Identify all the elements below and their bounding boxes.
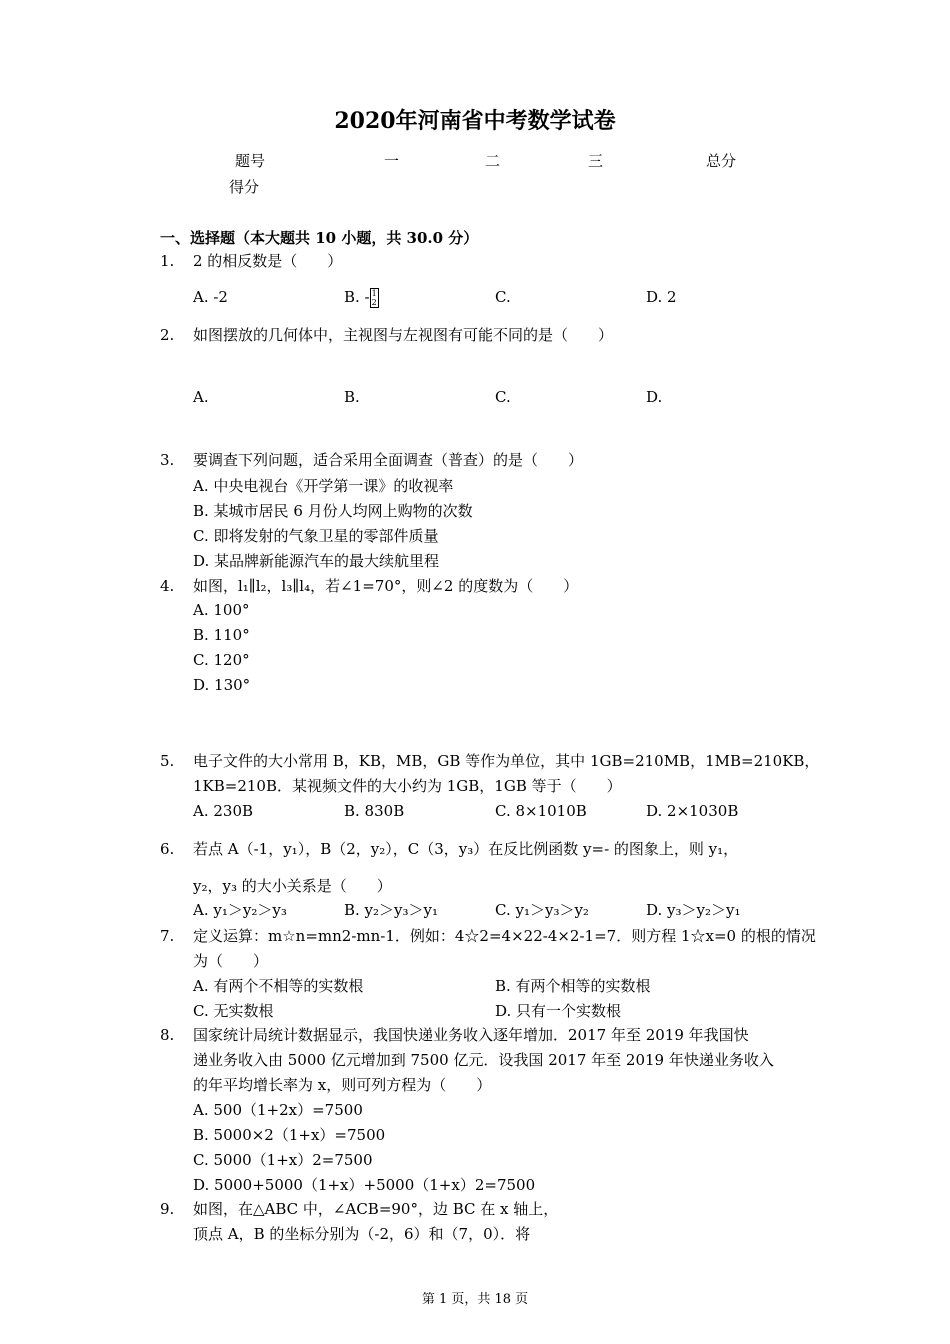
question-stem: 如图，l₁∥l₂，l₃∥l₄，若∠1=70°，则∠2 的度数为（ ） (193, 577, 579, 595)
question-number: 3. (160, 451, 175, 469)
option-c: C. y₁＞y₃＞y₂ (495, 901, 589, 919)
table-header-cell: 一 (384, 152, 400, 170)
option-b: B. y₂＞y₃＞y₁ (344, 901, 439, 919)
question-number: 2. (160, 326, 175, 344)
option-a: A. -2 (193, 288, 228, 306)
option-b: B. 有两个相等的实数根 (495, 977, 651, 995)
question-stem-line: y₂，y₃ 的大小关系是（ ） (193, 877, 392, 895)
option-d: D. y₃＞y₂＞y₁ (646, 901, 741, 919)
option-c: C. 即将发射的气象卫星的零部件质量 (193, 527, 439, 545)
option-d: D. 2 (646, 288, 677, 306)
question-stem: 2 的相反数是（ ） (193, 252, 343, 270)
question-stem: 如图摆放的几何体中，主视图与左视图有可能不同的是（ ） (193, 326, 614, 344)
question-stem-line: 国家统计局统计数据显示，我国快递业务收入逐年增加．2017 年至 2019 年我国快 (193, 1026, 749, 1044)
option-b (344, 287, 379, 308)
option-c: C. 120° (193, 651, 250, 669)
option-c: C. 8×1010B (495, 802, 587, 820)
option-b: B. 830B (344, 802, 405, 820)
table-header-cell: 总分 (706, 152, 737, 170)
question-stem-line: 的年平均增长率为 x，则可列方程为（ ） (193, 1076, 492, 1094)
fraction (370, 288, 379, 308)
question-stem-line: 若点 A（-1，y₁），B（2，y₂），C（3，y₃）在反比例函数 y=- 的图象上，则 y₁， (193, 840, 739, 858)
option-a: A. 230B (193, 802, 254, 820)
question-number: 7. (160, 927, 175, 945)
question-number: 4. (160, 577, 175, 595)
option-c: C. 无实数根 (193, 1002, 274, 1020)
fraction-denominator: 2 (371, 298, 377, 307)
page-footer: 第 1 页，共 18 页 (421, 1292, 529, 1307)
option-a: A. 500（1+2x）=7500 (193, 1101, 363, 1119)
fraction-numerator: 1 (371, 289, 377, 298)
question-stem-line: 顶点 A，B 的坐标分别为（-2，6）和（7，0）．将 (193, 1225, 531, 1243)
question-stem-line: 1KB=210B．某视频文件的大小约为 1GB，1GB 等于（ ） (193, 777, 622, 795)
question-number: 6. (160, 840, 175, 858)
question-number: 9. (160, 1200, 175, 1218)
table-row-label: 得分 (229, 178, 260, 196)
option-a: A. 100° (193, 601, 250, 619)
option-b-prefix: B. - (344, 288, 370, 306)
table-header-cell: 二 (485, 152, 501, 170)
option-b: B. 某城市居民 6 月份人均网上购物的次数 (193, 502, 473, 520)
option-a: A. y₁＞y₂＞y₃ (193, 901, 287, 919)
option-b: B. 110° (193, 626, 250, 644)
question-stem-line: 为（ ） (193, 952, 269, 970)
option-c: C. 5000（1+x）2=7500 (193, 1151, 373, 1169)
option-b: B. 5000×2（1+x）=7500 (193, 1126, 386, 1144)
question-stem: 要调查下列问题，适合采用全面调查（普查）的是（ ） (193, 451, 584, 469)
option-a: A. (193, 388, 209, 406)
option-d: D. 130° (193, 676, 251, 694)
option-b: B. (344, 388, 360, 406)
question-number: 1. (160, 252, 175, 270)
option-a: A. 中央电视台《开学第一课》的收视率 (193, 477, 454, 495)
option-d: D. 只有一个实数根 (495, 1002, 622, 1020)
question-stem-line: 递业务收入由 5000 亿元增加到 7500 亿元．设我国 2017 年至 2019 年快递业务收入 (193, 1051, 774, 1069)
option-d: D. 5000+5000（1+x）+5000（1+x）2=7500 (193, 1176, 536, 1194)
question-number: 8. (160, 1026, 175, 1044)
option-c: C. (495, 388, 511, 406)
question-stem-line: 定义运算：m☆n=mn2-mn-1．例如：4☆2=4×22-4×2-1=7．则方程 1☆x=0 的根的情况 (193, 927, 816, 945)
question-stem-line: 电子文件的大小常用 B，KB，MB，GB 等作为单位，其中 1GB=210MB，1MB=210KB， (193, 752, 820, 770)
section-heading: 一、选择题（本大题共 10 小题，共 30.0 分） (160, 229, 479, 247)
question-number: 5. (160, 752, 175, 770)
option-d: D. 某品牌新能源汽车的最大续航里程 (193, 552, 440, 570)
option-c: C. (495, 288, 511, 306)
option-d: D. (646, 388, 663, 406)
table-header-cell: 三 (588, 152, 604, 170)
option-d: D. 2×1030B (646, 802, 739, 820)
page-title: 2020年河南省中考数学试卷 (334, 108, 616, 134)
table-header-cell: 题号 (235, 152, 266, 170)
question-stem-line: 如图，在△ABC 中，∠ACB=90°，边 BC 在 x 轴上， (193, 1200, 559, 1218)
option-a: A. 有两个不相等的实数根 (193, 977, 364, 995)
